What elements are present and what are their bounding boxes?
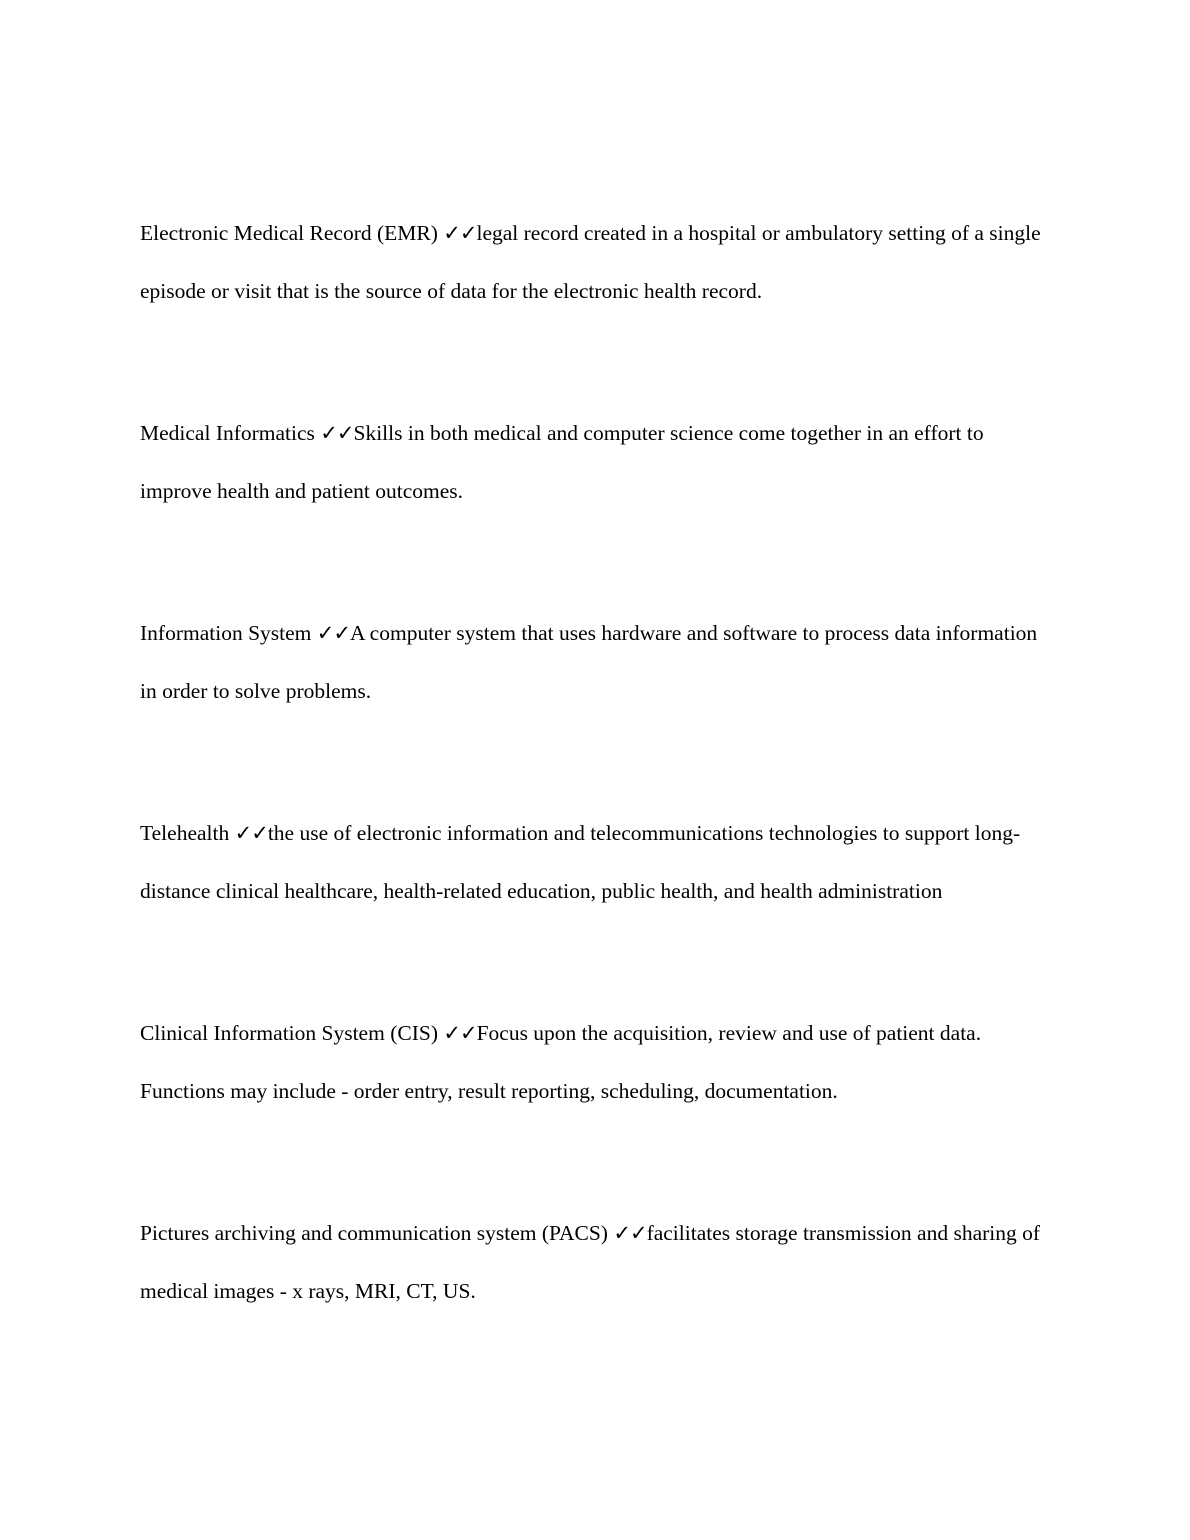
definition-medical-informatics: Skills in both medical and computer science come together in an effort to improve health and patient outcomes. bbox=[140, 421, 984, 503]
glossary-entry-cis bbox=[140, 1004, 1050, 1120]
glossary-entry-emr bbox=[140, 204, 1050, 320]
glossary-entries bbox=[140, 204, 1050, 1404]
term-medical-informatics: Medical Informatics bbox=[140, 421, 315, 445]
term-telehealth: Telehealth bbox=[140, 821, 230, 845]
definition-emr: legal record created in a hospital or ambulatory setting of a single episode or visit that is the source of data for the electronic health record. bbox=[140, 221, 1041, 303]
term-cis: Clinical Information System (CIS) bbox=[140, 1021, 438, 1045]
glossary-entry-information-system bbox=[140, 604, 1050, 720]
term-information-system: Information System bbox=[140, 621, 312, 645]
glossary-entry-pacs bbox=[140, 1204, 1050, 1320]
double-check-icon: ✓✓ bbox=[316, 621, 350, 645]
definition-telehealth: the use of electronic information and telecommunications technologies to support long-distance clinical healthcare, health-related education, public health, and health administration bbox=[140, 821, 1021, 903]
definition-information-system: A computer system that uses hardware and software to process data information in order to solve problems. bbox=[140, 621, 1038, 703]
double-check-icon: ✓✓ bbox=[443, 221, 477, 245]
definition-cis: Focus upon the acquisition, review and use of patient data. Functions may include - order entry, result reporting, scheduling, documentation. bbox=[140, 1021, 982, 1103]
term-pacs: Pictures archiving and communication system (PACS) bbox=[140, 1221, 608, 1245]
glossary-entry-medical-informatics bbox=[140, 404, 1050, 520]
double-check-icon: ✓✓ bbox=[320, 421, 354, 445]
double-check-icon: ✓✓ bbox=[443, 1021, 477, 1045]
double-check-icon: ✓✓ bbox=[613, 1221, 647, 1245]
double-check-icon: ✓✓ bbox=[234, 821, 268, 845]
definition-pacs: facilitates storage transmission and sharing of medical images - x rays, MRI, CT, US. bbox=[140, 1221, 1041, 1303]
term-emr: Electronic Medical Record (EMR) bbox=[140, 221, 438, 245]
glossary-entry-telehealth bbox=[140, 804, 1050, 920]
